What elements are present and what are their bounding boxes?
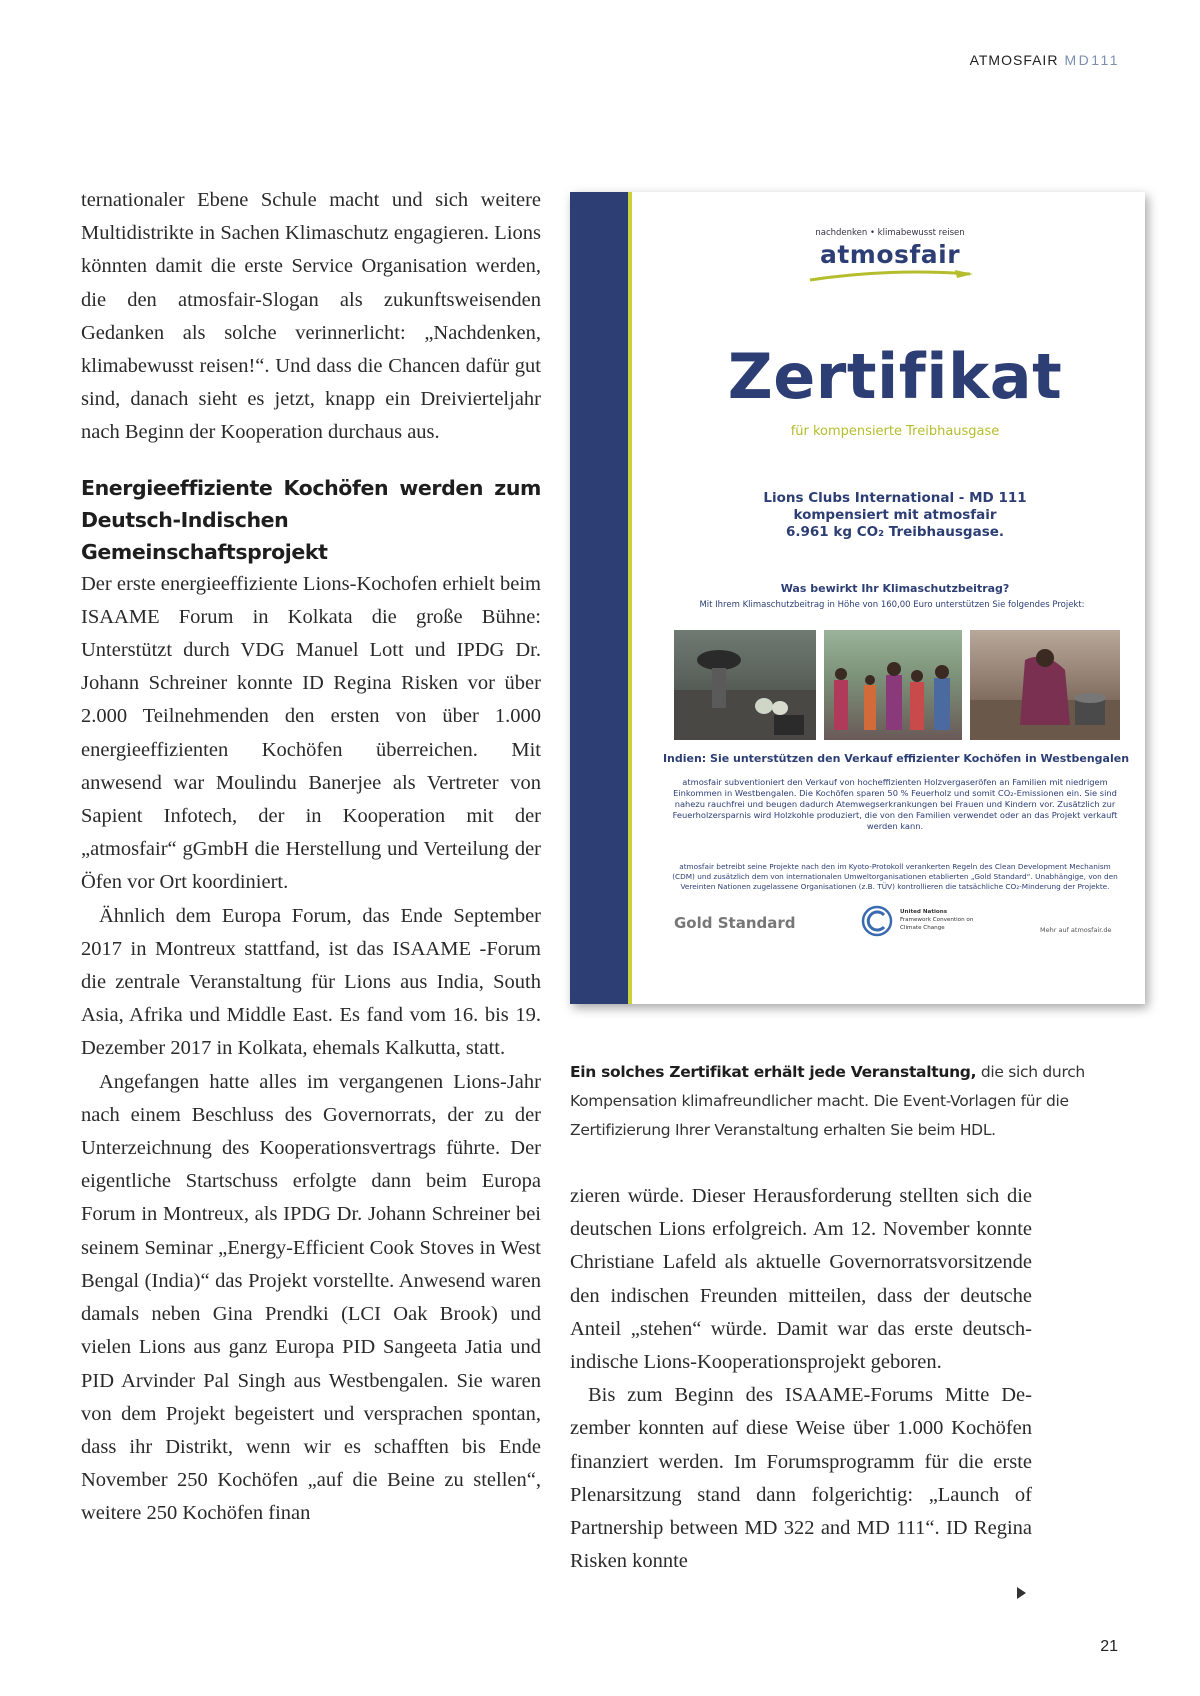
paragraph: Angefangen hatte alles im vergangenen Lions-Jahr nach einem Beschluss des Governorrats, der zu der Unterzeichnung des Kooperationsvertrags führte. Der eigentliche Startschuss erfolgte dann beim Europa Forum in Montreux, als IPDG Dr. Johann Schreiner bei seinem Seminar „Energy-Efficient Cook Stoves in West Bengal (India)“ das Projekt vorstellte. Anwesend waren damals neben Gina Prendki (LCI Oak Brook) und vielen Lions aus ganz Europa PID Sangeeta Jatia und PID Arvinder Pal Singh aus Westbengalen. Sie waren von dem Projekt begeistert und versprachen spontan, dass ihr Distrikt, wenn wir es schafften bis Ende November 250 Kochöfen „auf die Beine zu stellen“, weitere 250 Kochöfen finan [81, 1070, 541, 1525]
section-heading: Energieeffiziente Kochöfen werden zum Deutsch-Indischen Gemeinschaftsprojekt [81, 475, 541, 564]
woman-cooking-photo [970, 630, 1120, 740]
certificate-tagline: nachdenken • klimabewusst reisen [815, 228, 965, 238]
certificate-image [570, 192, 1145, 1004]
atmosfair-logo: atmosfair [819, 240, 961, 269]
certificate-project-caption: Indien: Sie unterstützen den Verkauf effizienter Kochöfen in Westbengalen [662, 752, 1130, 765]
certificate-body-text: atmosfair betreibt seine Projekte nach den im Kyoto-Protokoll verankerten Regeln des Clean Development Mechanism (CDM) und zusätzlich dem von internationalen Umweltorganisationen etablierten „Gold Standard“. Unabhängige, von den Vereinten Nationen zugelassene Organisationen (z.B. TÜV) kontrollieren die tatsächliche CO₂-Minderung der Projekte. [672, 862, 1118, 891]
figure-caption [570, 1058, 1110, 1145]
unfccc-logo-icon [860, 904, 894, 938]
running-header [970, 52, 1120, 68]
certificate-body-text: atmosfair subventioniert den Verkauf von hocheffizienten Holzvergaseröfen an Familien mit niedrigem Einkommen in Westbengalen. Die Kochöfen sparen 50 % Feuerholz und somit CO₂-Emissionen ein. Sie sind nahezu rauchfrei und beugen dadurch Atemwegserkrankungen bei Frauen und Kindern vor. Zusätzlich zur Feuerholzersparnis wird Holzkohle produziert, die von den Familien verwendet oder an das Projekt verkauft werden kann. [672, 777, 1118, 831]
paragraph: Ähnlich dem Europa Forum, das Ende September 2017 in Montreux stattfand, ist das ISAAME -Forum die zentrale Veranstaltung für Lions aus India, South Asia, Afrika und Middle East. Es fand vom 16. bis 19. Dezember 2017 in Kolkata, ehemals Kalkutta, statt. [81, 904, 541, 1060]
paragraph: Der erste energieeffiziente Lions-Kochofen erhielt beim ISAAME Forum in Kolkata die große Bühne: Unterstützt durch VDG Manuel Lott und IPDG Dr. Johann Schreiner konnte ID Regina Risken vor über 2.000 Teilnehmenden den ersten von über 1.000 energieeffizienten Kochöfen überreichen. Mit anwesend war Moulindu Banerjee als Vertreter von Sapient Infotech, der in Kooperation mit der „atmosfair“ gGmbH die Herstellung und Verteilung der Öfen vor Ort koordiniert. [81, 572, 541, 894]
paragraph: zieren würde. Dieser Herausforderung stellten sich die deutschen Lions erfolgreich. Am 12. November konnte Christiane Lafeld als aktuelle Governorratsvorsitzende den indischen Freunden mitteilen, dass der deutsche Anteil „stehen“ würde. Damit war das erste deutsch-indische Lions-Kooperationsprojekt geboren. [570, 1185, 1032, 1374]
right-text-column [570, 1180, 1032, 1578]
group-photo [824, 630, 962, 740]
left-text-column [81, 184, 541, 1531]
certificate-side-band [570, 192, 628, 1004]
holder-line: 6.961 kg CO₂ Treibhausgase. [785, 524, 1005, 540]
certificate-support-text: Mit Ihrem Klimaschutzbeitrag in Höhe von 160,00 Euro unterstützen Sie folgendes Projekt: [699, 600, 1085, 610]
figure-caption-text: die sich durch Kompensation klimafreundlicher macht. Die Event-Vorlagen für die Zertifizierung Ihrer Veranstaltung erhalten Sie beim HDL. [570, 1063, 1085, 1139]
certificate-band-line [628, 192, 632, 1004]
paragraph: ternationaler Ebene Schule macht und sich weitere Multidistrikte in Sachen Klimaschutz engagieren. Lions könnten damit die erste Service Organisation werden, die den atmosfair-Slogan als zukunftsweisenden Gedanken als solche verinnerlicht: „Nachdenken, klimabewusst reisen!“. Und dass die Chancen dafür gut sind, danach sieht es jetzt, knapp ein Dreivierteljahr nach Beginn der Kooperation durchaus aus. [81, 189, 541, 444]
cookstove-photo [674, 630, 816, 740]
unfccc-text [900, 908, 973, 932]
figure-caption-lead: Ein solches Zertifikat erhält jede Veranstaltung, [570, 1063, 977, 1081]
logo-swoosh-icon [805, 268, 975, 284]
certificate-title: Zertifikat [727, 340, 1063, 413]
certificate-question: Was bewirkt Ihr Klimaschutzbeitrag? [780, 582, 1010, 595]
paragraph: Bis zum Beginn des ISAAME-Forums Mitte Dezember konnten auf diese Weise über 1.000 Kochöfen finanziert werden. Im Forumsprogramm für die erste Plenarsitzung stand dann folgerichtig: „Launch of Partnership between MD 322 and MD 111“. ID Regina Risken konnte [570, 1384, 1032, 1573]
header-district: MD111 [1064, 52, 1120, 68]
un-line: Climate Change [900, 925, 945, 931]
continue-arrow-icon [1017, 1587, 1026, 1599]
certificate-subtitle: für kompensierte Treibhausgase [790, 424, 1000, 439]
un-line: Framework Convention on [900, 917, 974, 923]
holder-line: Lions Clubs International - MD 111 [763, 490, 1027, 506]
un-line: United Nations [900, 909, 948, 915]
holder-line: kompensiert mit atmosfair [793, 507, 997, 523]
page-number: 21 [1100, 1638, 1118, 1655]
certificate-holder [660, 490, 1130, 541]
certificate-more-link: Mehr auf atmosfair.de [1040, 926, 1112, 934]
header-brand: ATMOSFAIR [969, 52, 1059, 68]
gold-standard-logo: Gold Standard [674, 914, 796, 932]
